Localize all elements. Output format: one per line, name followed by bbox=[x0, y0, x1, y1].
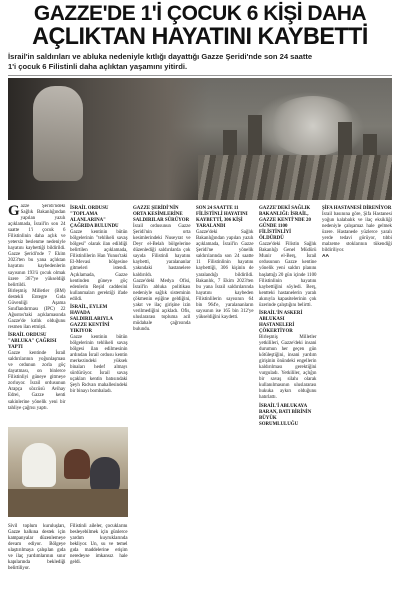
secondary-photo bbox=[8, 427, 128, 517]
paragraph: Sivil toplum kuruluşları, Gazze halkına destek için kampanyalar düzenlemeye devam ediyor. Bölgeye ulaştırılmaya çalışılan gıda ve ilaç yardımlarının sınır kapılarında beklediği belirtiliyor. bbox=[8, 523, 66, 572]
article-column-4 bbox=[196, 204, 254, 588]
subheading: İSRAİL, EYLEM HAVADA SALDIRILARIYLA GAZZE KENTİNİ YIKIYOR bbox=[70, 304, 113, 334]
paragraph: Birleşmiş Milletler (BM) destekli Entegre Gıda Güvenliği Aşama Sınıflandırması (IPC) 22 Ağustos'taki açıklamasında Gazze'de kıtlık olduğunu resmen ilan etmişti. bbox=[8, 288, 66, 330]
deck-line-2: 1'i çocuk 6 Filistinli daha açlıktan yaşamını yitirdi. bbox=[8, 61, 188, 71]
paragraph: İsrail basınına göre, Şifa Hastanesi yoğun kalabalık ve ilaç eksikliği nedeniyle çalışamaz hale gelmek üzere. Hastanede yüzlerce yaralı yerde tedavi görüyor, tıbbi malzeme stoklarının tükendiği bildiriliyor. bbox=[322, 212, 392, 254]
subheading: İSRAİL ORDUSU "ABLUKA" ÇAĞRISI YAPTI bbox=[8, 332, 57, 351]
paragraph: Gazze'deki Filistin Sağlık Bakanlığı Genel Müdürü Munir el-Berş, İsrail ordusunun Gazze kentine yönelik yeni saldırı planını başlattığı 20 gün içinde 1100 Filistinlinin hayatını kaybettiğini söyledi. Berş, kentteki hastanelerin yaralı akınıyla kapasitelerinin çok üzerinde çalıştığını belirtti. bbox=[259, 242, 317, 308]
paragraph: İsrail ordusunun Gazze Şeridi'nin orta kesimlerindeki Nuseyrat ve Deyr el-Belah bölgelerine düzenlediği saldırılarda çok sayıda Filistinli hayatını kaybetti, yaralananlar yakındaki hastanelere kaldırıldı. bbox=[133, 224, 191, 278]
paragraph: Gazze'deki Medya Ofisi, İsrail'in abluka politikası nedeniyle sağlık sisteminin çökmenin eşiğine geldiğini, yakıt ve ilaç girişine izin verilmediğini açıkladı. Ofis, uluslararası topluma acil müdahale çağrısında bulundu. bbox=[133, 278, 191, 332]
subheading: ŞİFA HASTANESİ DİRENİYOR bbox=[322, 206, 392, 211]
photo-figure bbox=[33, 86, 83, 181]
deck bbox=[8, 52, 392, 71]
article-column-1 bbox=[8, 204, 66, 422]
article-column-5 bbox=[259, 204, 317, 588]
paragraph: Gazze kentinin bütün bölgelerinin tehlikeli savaş bölgesi ilan edilmesinin ardından İsrail ordusu kentin merkezindeki yüksek binaları hedef almayı sürdürüyor. İsrail savaş uçakları kentin batısındaki Şeyh Rıdvan mahallesindeki bir binayı bombaladı. bbox=[70, 334, 128, 395]
headline bbox=[6, 2, 394, 48]
article-column-3 bbox=[133, 204, 191, 588]
drop-cap: G bbox=[8, 204, 20, 219]
article-column-6 bbox=[322, 204, 392, 588]
photo-person bbox=[22, 443, 56, 487]
divider bbox=[8, 75, 392, 76]
paragraph: Gazze'deki Sağlık Bakanlığından yapılan yazılı açıklamada, İsrail'in Gazze Şeridi'ne yönelik saldırılarında son 24 saatte 11 Filistinlinin hayatını kaybettiği, 306 kişinin de yaralandığı bildirildi. Bakanlık, 7 Ekim 2023'ten bu yana İsrail saldırılarında hayatını kaybeden Filistinlilerin sayısının 64 bin 964'e, yaralananların sayısının ise 165 bin 312'ye yükseldiğini kaydetti. bbox=[196, 230, 254, 320]
subheading: İSRAİL'İ ABLUKAYA BARAN, BATI BİRİNİN BÜYÜK SORUMLULUĞU bbox=[259, 403, 312, 427]
deck-line-1: İsrail'in saldırıları ve abluka nedeniyle kıtlığı dayattığı Gazze Şeridi'nde son 24 saatte bbox=[8, 52, 313, 61]
article-column-1-continued bbox=[8, 519, 66, 589]
paragraph bbox=[322, 254, 392, 260]
subheading: İSRAİL'İN ASKERİ ABLUKASI HASTANELERİ ÇÖKERTİYOR bbox=[259, 310, 303, 334]
subheading: SON 24 SAATTE 11 FİLİSTİNLİ HAYATINI KAYBETTİ, 306 KİŞİ YARALANDI bbox=[196, 206, 248, 230]
headline-line-1: GAZZE'DE 1'İ ÇOCUK 6 KİŞİ DAHA bbox=[33, 2, 367, 25]
photo-rubble bbox=[198, 155, 392, 200]
end-mark: AA bbox=[322, 254, 330, 260]
paragraph: Filistinli aileler, çocuklarını besleyebilmek için günlerce yardım kuyruklarında bekliyor. Un, su ve temel gıda maddelerine erişim neredeyse imkansız hale geldi. bbox=[70, 523, 128, 566]
subheading: GAZZE ŞERİDİ'NİN ORTA KESİMLERİNE SALDIRILAR SÜRÜYOR bbox=[133, 206, 190, 224]
paragraph: Gazze kentinin bütün bölgelerinin "tehlikeli savaş bölgesi" olarak ilan edildiği belirtilen açıklamada, Filistinlilerin Han Yunus'taki El-Mevasi bölgesine gitmeleri istendi. Açıklamada, Gazze kentinden güneye göç edenlerin Reşid caddesini kullanmaları gerektiği ifade edildi. bbox=[70, 230, 128, 302]
article-column-2-continued bbox=[70, 519, 128, 589]
main-photo bbox=[8, 78, 392, 200]
paragraph: Birleşmiş Milletler yetkilileri, Gazze'deki insani durumun her geçen gün kötüleştiğini, insani yardım girişinin önündeki engellerin kaldırılması gerektiğini vurguladı. Yetkililer, açlığın bir savaş silahı olarak kullanılmasının uluslararası hukuka aykırı olduğunu hatırlattı. bbox=[259, 334, 317, 401]
headline-line-2: AÇLIKTAN HAYATINI KAYBETTİ bbox=[32, 23, 368, 50]
paragraph: azze Şeridi'ndeki Sağlık Bakanlığından yapılan yazılı açıklamada, İsrail'in son 24 saatte 1'i çocuk 6 Filistinlinin daha açlık ve yetersiz beslenme nedeniyle hayatını kaybettiği bildirildi. Gazze Şeridi'nde 7 Ekim 2023'ten bu yana açlıktan hayatını kaybedenlerin sayısının 193'ü çocuk olmak üzere 367'ye yükseldiği belirtildi. bbox=[8, 204, 66, 288]
subheading: İSRAİL ORDUSU "TOPLAMA ALANLARINA" ÇAĞRIDA BULUNDU bbox=[70, 206, 119, 230]
photo-person bbox=[64, 449, 90, 479]
article-column-2 bbox=[70, 204, 128, 422]
paragraph: Gazze kentinde İsrail saldırılarının yoğunlaşması ve ordunun zorla göç dayatması, on binlerce Filistinliyi güneye gitmeye zorluyor. İsrail ordusunun Arapça sözcüsü Avihay Edrei, Gazze kenti sakinlerine yönelik yeni bir tahliye çağrısı yaptı. bbox=[8, 351, 66, 411]
photo-ground bbox=[8, 489, 128, 517]
subheading: GAZZE'DEKİ SAĞLIK BAKANLIĞI: İSRAİL, GAZZE KENTİ'NDE 20 GÜNDE 1100 FİLİSTİNLİYİ ÖLDÜRDÜ bbox=[259, 206, 311, 242]
